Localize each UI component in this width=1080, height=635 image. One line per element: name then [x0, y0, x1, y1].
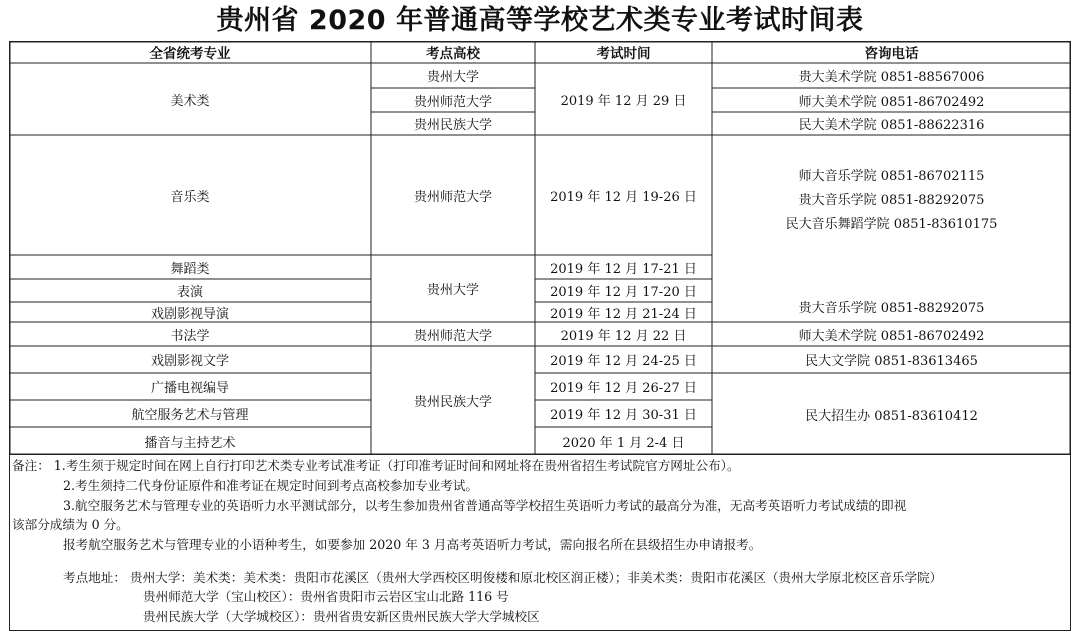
time-biaoyan: 2019 年 12 月 17-20 日	[550, 285, 697, 300]
major-wudao: 舞蹈类	[170, 261, 210, 277]
note-line-1: 备注： 1.考生须于规定时间在网上自行打印艺术类专业考试准考证（打印准考证时间和网址将在贵州省招生考试院官方网址公布）。	[12, 458, 740, 473]
note-line-2: 2.考生须持二代身份证原件和准考证在规定时间到考点高校参加专业考试。	[63, 478, 479, 493]
school-cell: 贵州大学	[426, 70, 479, 85]
major-xiju-wenxue: 戏剧影视文学	[150, 354, 229, 369]
phone-xiju-wenxue: 民大文学院 0851-83613465	[805, 354, 978, 369]
phone-cell: 民大美术学院 0851-88622316	[798, 118, 985, 133]
note-line-3: 3.航空服务艺术与管理专业的英语听力水平测试部分，以考生参加贵州省普通高等学校招生英语听力考试的最高分为准，无高考英语听力考试成绩的即视	[63, 498, 907, 513]
note-line-5: 报考航空服务艺术与管理专业的小语种考生，如要参加 2020 年 3 月高考英语听力考试，需向报名所在县级招生办申请报考。	[63, 537, 762, 552]
time-hangkong: 2019 年 12 月 30-31 日	[550, 408, 697, 423]
time-yinyue: 2019 年 12 月 19-26 日	[550, 189, 697, 205]
major-yinyue: 音乐类	[170, 189, 210, 205]
phone-minda-group: 民大招生办 0851-83610412	[805, 408, 978, 424]
time-wudao: 2019 年 12 月 17-21 日	[550, 261, 697, 277]
phone-line: 民大音乐舞蹈学院 0851-83610175	[785, 216, 998, 232]
major-xiju-daoyan: 戏剧影视导演	[150, 306, 229, 322]
time-xiju-wenxue: 2019 年 12 月 24-25 日	[550, 354, 697, 369]
school-yinyue: 贵州师范大学	[413, 189, 492, 205]
phone-line: 贵大音乐学院 0851-88292075	[798, 192, 985, 208]
phone-shufa: 师大美术学院 0851-86702492	[798, 328, 985, 344]
major-hangkong: 航空服务艺术与管理	[131, 408, 249, 423]
school-guida-group: 贵州大学	[426, 283, 479, 298]
header-phone: 咨询电话	[864, 46, 919, 62]
time-xiju-daoyan: 2019 年 12 月 21-24 日	[550, 306, 697, 322]
page-title: 贵州省 2020 年普通高等学校艺术类专业考试时间表	[216, 5, 864, 36]
time-meishu: 2019 年 12 月 29 日	[560, 93, 687, 109]
phone-line: 师大音乐学院 0851-86702115	[798, 168, 985, 184]
major-meishu: 美术类	[170, 93, 210, 109]
note-line-8: 贵州民族大学（大学城校区）：贵州省贵安新区贵州民族大学大学城校区	[143, 609, 540, 624]
note-line-4: 该部分成绩为 0 分。	[12, 517, 129, 532]
exam-schedule-table	[9, 41, 1071, 455]
major-boyin: 播音与主持艺术	[144, 435, 236, 451]
note-line-6: 考点地址： 贵州大学：美术类：美术类：贵阳市花溪区（贵州大学西校区明俊楼和原北校区润正楼）；非美术类：贵阳市花溪区（贵州大学原北校区音乐学院）	[63, 570, 943, 585]
school-cell: 贵州师范大学	[413, 94, 492, 110]
notes-section	[9, 455, 1071, 631]
school-shufa: 贵州师范大学	[413, 328, 492, 344]
school-cell: 贵州民族大学	[413, 118, 492, 133]
time-shufa: 2019 年 12 月 22 日	[560, 328, 687, 344]
time-boyin: 2020 年 1 月 2-4 日	[562, 435, 685, 451]
time-guangbo: 2019 年 12 月 26-27 日	[550, 381, 697, 396]
header-time: 考试时间	[596, 46, 651, 62]
major-biaoyan: 表演	[176, 285, 203, 300]
major-shufa: 书法学	[170, 328, 210, 344]
header-school: 考点高校	[426, 46, 480, 62]
header-major: 全省统考专业	[149, 46, 231, 62]
major-guangbo: 广播电视编导	[150, 381, 229, 396]
phone-cell: 师大美术学院 0851-86702492	[798, 94, 985, 110]
school-minda-group: 贵州民族大学	[413, 395, 492, 410]
phone-guida-group: 贵大音乐学院 0851-88292075	[798, 301, 985, 316]
phone-cell: 贵大美术学院 0851-88567006	[798, 70, 985, 85]
note-line-7: 贵州师范大学（宝山校区）：贵州省贵阳市云岩区宝山北路 116 号	[143, 589, 509, 604]
